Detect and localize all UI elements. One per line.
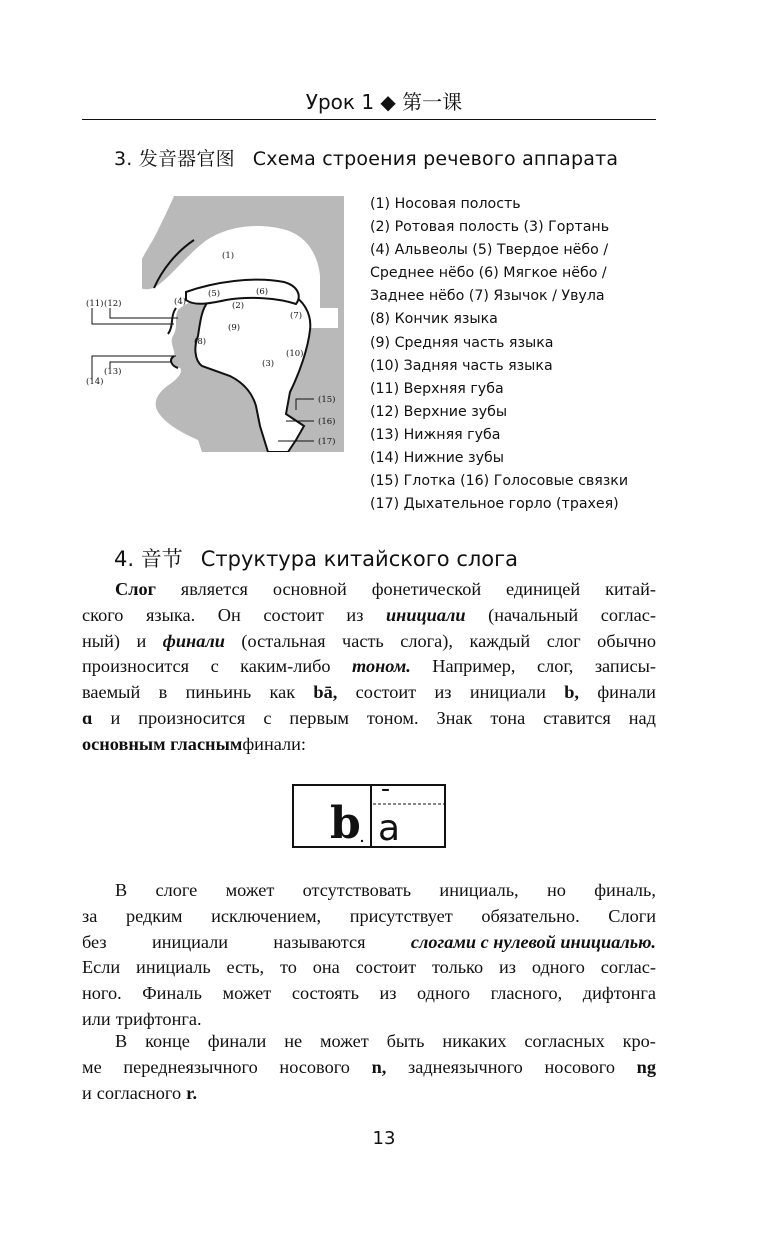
section-4-title-cn: 音节 bbox=[140, 547, 183, 571]
word: одного bbox=[531, 957, 585, 978]
diagram-legend bbox=[370, 193, 628, 516]
diagram-label-6: (6) bbox=[256, 287, 269, 297]
word: обязательно. bbox=[481, 905, 580, 926]
diagram-label-14: (14) bbox=[86, 377, 104, 387]
word: называются bbox=[273, 931, 366, 952]
paragraph-final-consonants bbox=[82, 1029, 656, 1106]
section-4-heading bbox=[114, 543, 518, 573]
paragraph-syllable-definition bbox=[82, 577, 656, 758]
word: обычно bbox=[597, 630, 656, 651]
word: каждый bbox=[469, 630, 531, 651]
word: соглас- bbox=[600, 604, 656, 625]
word: является bbox=[180, 579, 248, 599]
legend-line: (15) Глотка (16) Голосовые связки bbox=[370, 473, 629, 490]
legend-line: (9) Средняя часть языка bbox=[370, 334, 554, 351]
section-3-number: 3. bbox=[114, 148, 133, 170]
page-number: 13 bbox=[372, 1128, 396, 1149]
word: но bbox=[546, 880, 566, 900]
diagram-label-11: (11) bbox=[86, 299, 104, 309]
word: инициаль bbox=[136, 957, 211, 978]
section-3-title-ru: Схема строения речевого аппарата bbox=[252, 148, 619, 170]
word: В bbox=[115, 1031, 128, 1051]
diagram-label-3: (3) bbox=[262, 359, 275, 369]
word: без bbox=[82, 931, 107, 952]
word: только bbox=[431, 957, 484, 978]
speech-organs-diagram bbox=[82, 196, 344, 452]
word: записы- bbox=[594, 656, 656, 677]
word: переднеязычного bbox=[123, 1056, 258, 1077]
word: ме bbox=[82, 1056, 102, 1077]
word: и bbox=[110, 707, 121, 728]
legend-line: (4) Альвеолы (5) Твердое нёбо / bbox=[370, 242, 609, 259]
pinyin-example: bā, bbox=[313, 682, 338, 703]
word: тоном. bbox=[366, 707, 419, 728]
word: за bbox=[82, 905, 98, 926]
diagram-label-10: (10) bbox=[286, 349, 304, 359]
word: то bbox=[279, 957, 297, 978]
text-line bbox=[82, 930, 656, 956]
word: она bbox=[312, 957, 340, 978]
word: есть, bbox=[226, 957, 265, 978]
diagram-label-12: (12) bbox=[104, 299, 122, 309]
word: Слоги bbox=[608, 905, 656, 926]
syllable-example-figure bbox=[294, 786, 444, 846]
diagram-label-7: (7) bbox=[290, 311, 303, 321]
word: финали: bbox=[242, 733, 307, 754]
text-line bbox=[82, 1055, 656, 1081]
text-line bbox=[82, 1029, 656, 1055]
tone-mark: ¯ bbox=[380, 787, 391, 812]
word: единицей bbox=[506, 579, 581, 599]
initial-letter: b bbox=[330, 798, 361, 846]
legend-line: Среднее нёбо (6) Мягкое нёбо / bbox=[370, 265, 607, 282]
word: Он bbox=[217, 604, 241, 625]
word: и bbox=[136, 630, 147, 651]
word: (остальная bbox=[241, 630, 326, 651]
word: финали bbox=[207, 1031, 267, 1051]
text-line bbox=[82, 904, 656, 930]
word: пиньинь bbox=[185, 682, 252, 703]
diagram-label-5: (5) bbox=[208, 289, 221, 299]
word: может bbox=[319, 1031, 369, 1051]
word: согласных bbox=[524, 1031, 605, 1051]
word: соглас- bbox=[600, 957, 656, 978]
word: отсутствовать bbox=[302, 880, 412, 900]
legend-line: (14) Нижние зубы bbox=[370, 450, 504, 467]
pinyin-final: ɑ bbox=[82, 707, 93, 728]
text-line bbox=[82, 981, 656, 1007]
text-line bbox=[82, 680, 656, 706]
consonant-ng: ng bbox=[636, 1056, 656, 1077]
diagram-label-17: (17) bbox=[318, 437, 336, 447]
word: произносится bbox=[138, 707, 246, 728]
word: может bbox=[225, 880, 275, 900]
diagram-label-13: (13) bbox=[104, 367, 122, 377]
word: (начальный bbox=[488, 604, 579, 625]
word: носового bbox=[279, 1056, 350, 1077]
word: Например, bbox=[432, 656, 516, 677]
word: состоять bbox=[291, 983, 359, 1004]
legend-line: (13) Нижняя губа bbox=[370, 426, 501, 443]
syllable-example-box bbox=[292, 784, 446, 848]
word: никаких bbox=[442, 1031, 507, 1051]
word: как bbox=[269, 682, 296, 703]
term-zero-initial: слогами с нулевой инициалью. bbox=[410, 931, 656, 952]
legend-line: (8) Кончик языка bbox=[370, 311, 498, 328]
word: Знак bbox=[436, 707, 473, 728]
running-header: Урок 1 ◆ 第一课 bbox=[305, 90, 463, 114]
term-initial: инициали bbox=[386, 604, 466, 625]
section-3-heading bbox=[114, 144, 618, 171]
text-line bbox=[82, 1081, 656, 1107]
word: основной bbox=[272, 579, 347, 599]
word: согласного bbox=[96, 1082, 182, 1103]
text-line bbox=[82, 955, 656, 981]
legend-line: (10) Задняя часть языка bbox=[370, 357, 553, 374]
word: ского bbox=[82, 604, 124, 625]
text-line bbox=[82, 732, 656, 758]
text-line bbox=[82, 706, 656, 732]
word: заднеязычного bbox=[408, 1056, 523, 1077]
diagram-label-9: (9) bbox=[228, 323, 241, 333]
word: может bbox=[222, 983, 272, 1004]
word: конце bbox=[145, 1031, 190, 1051]
word: состоит bbox=[355, 682, 417, 703]
word: редким bbox=[125, 905, 183, 926]
word: из bbox=[379, 983, 397, 1004]
word: слога), bbox=[400, 630, 453, 651]
word: или bbox=[82, 1008, 111, 1029]
pinyin-initial: b, bbox=[564, 682, 579, 703]
diagram-label-15: (15) bbox=[318, 395, 336, 405]
word: кро- bbox=[622, 1031, 656, 1051]
word: одного bbox=[417, 983, 471, 1004]
legend-line: (2) Ротовая полость (3) Гортань bbox=[370, 219, 610, 236]
word: Финаль bbox=[142, 983, 202, 1004]
word: с bbox=[210, 656, 219, 677]
word: с bbox=[263, 707, 272, 728]
diagram-label-2: (2) bbox=[232, 301, 245, 311]
word: ваемый bbox=[82, 682, 141, 703]
word: состоит bbox=[355, 957, 417, 978]
word: Если bbox=[82, 957, 121, 978]
word: В bbox=[115, 880, 128, 900]
word: носового bbox=[544, 1056, 615, 1077]
text-line bbox=[82, 654, 656, 680]
word: финаль, bbox=[594, 880, 656, 900]
word: состоит bbox=[263, 604, 324, 625]
term-syllable: Слог bbox=[115, 579, 156, 599]
word: каким-либо bbox=[240, 656, 331, 677]
word: тона bbox=[490, 707, 526, 728]
consonant-r: r. bbox=[186, 1082, 198, 1103]
word: в bbox=[158, 682, 168, 703]
text-line bbox=[82, 577, 656, 603]
baseline-dot bbox=[361, 840, 363, 842]
word: часть bbox=[342, 630, 384, 651]
text-line bbox=[82, 603, 656, 629]
word: не bbox=[284, 1031, 303, 1051]
section-4-title-ru: Структура китайского слога bbox=[200, 547, 519, 571]
legend-line: (11) Верхняя губа bbox=[370, 380, 504, 397]
word: первым bbox=[289, 707, 349, 728]
word: над bbox=[628, 707, 656, 728]
paragraph-syllable-structure bbox=[82, 878, 656, 1033]
text-line bbox=[82, 629, 656, 655]
consonant-n: n, bbox=[371, 1056, 387, 1077]
word: гласного, bbox=[490, 983, 563, 1004]
word: из bbox=[498, 957, 516, 978]
word: и bbox=[82, 1082, 92, 1103]
word: языка. bbox=[145, 604, 196, 625]
word: быть bbox=[386, 1031, 425, 1051]
word: ный) bbox=[82, 630, 120, 651]
final-letter: a bbox=[378, 808, 401, 846]
legend-line: (1) Носовая полость bbox=[370, 196, 521, 212]
word: слог bbox=[546, 630, 581, 651]
term-main-vowel: основным гласным bbox=[82, 733, 243, 754]
term-final: финали bbox=[162, 630, 225, 651]
diagram-label-8: (8) bbox=[194, 337, 207, 347]
word: слог, bbox=[536, 656, 574, 677]
word: слоге bbox=[155, 880, 198, 900]
word: инициали bbox=[151, 931, 229, 952]
section-3-title-cn: 发音器官图 bbox=[138, 148, 235, 170]
word: присутствует bbox=[349, 905, 453, 926]
word: трифтонга. bbox=[115, 1008, 202, 1029]
header-rule bbox=[82, 119, 656, 120]
section-4-number: 4. bbox=[114, 547, 135, 571]
word: финали bbox=[597, 682, 656, 703]
word: ного. bbox=[82, 983, 122, 1004]
word: китай- bbox=[605, 579, 656, 599]
word: инициали bbox=[469, 682, 546, 703]
word: ставится bbox=[543, 707, 611, 728]
diagram-label-16: (16) bbox=[318, 417, 336, 427]
word: инициаль, bbox=[439, 880, 519, 900]
word: из bbox=[434, 682, 452, 703]
word: произносится bbox=[82, 656, 190, 677]
text-line bbox=[82, 878, 656, 904]
legend-line: (12) Верхние зубы bbox=[370, 403, 508, 420]
term-tone: тоном. bbox=[352, 656, 411, 677]
legend-line: Заднее нёбо (7) Язычок / Увула bbox=[370, 288, 605, 305]
legend-line: (17) Дыхательное горло (трахея) bbox=[370, 496, 619, 513]
word: исключением, bbox=[211, 905, 322, 926]
word: дифтонга bbox=[582, 983, 656, 1004]
diagram-label-4: (4) bbox=[174, 297, 187, 307]
diagram-label-1: (1) bbox=[222, 251, 235, 261]
word: из bbox=[346, 604, 364, 625]
word: фонетической bbox=[371, 579, 482, 599]
